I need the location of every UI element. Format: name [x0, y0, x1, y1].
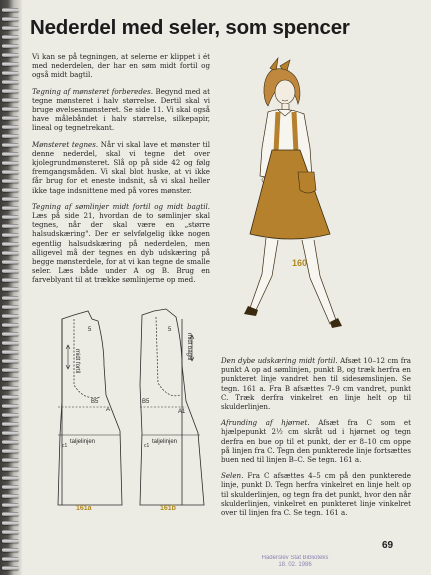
- spiral-coil: [2, 368, 19, 372]
- spiral-coil: [2, 215, 19, 219]
- spiral-coil: [2, 278, 19, 282]
- spiral-coil: [2, 170, 19, 174]
- spiral-coil: [2, 431, 19, 435]
- page-title: Nederdel med seler, som spencer: [30, 16, 350, 39]
- spiral-coil: [2, 566, 19, 570]
- spiral-coil: [2, 17, 19, 21]
- spiral-coil: [2, 521, 19, 525]
- mark-c1: c1: [144, 443, 150, 449]
- spiral-coil: [2, 260, 19, 264]
- paragraph-body: Begynd med at tegne mønsteret i halv størrelse. Dertil skal vi bruge øvelsesmønsteret. Se side 11. Vi skal også have målebåndet i halv størrelse, silkepapir, lineal og tegnetrekant.: [32, 86, 210, 133]
- pattern-piece-front: [58, 311, 122, 512]
- spiral-coil: [2, 395, 19, 399]
- spiral-coil: [2, 440, 19, 444]
- mark-a1: A1: [178, 409, 186, 415]
- stamp-line-1: Haderslev Stat Biblioteks: [261, 555, 329, 561]
- page-number: 69: [382, 540, 394, 551]
- paragraph-lead: Selen.: [221, 471, 244, 481]
- spiral-coil: [2, 467, 19, 471]
- spiral-coil: [2, 350, 19, 354]
- spiral-coil: [2, 530, 19, 534]
- spiral-coil: [2, 62, 19, 66]
- pattern-piece-back: [106, 309, 204, 512]
- spiral-coil: [2, 341, 19, 345]
- mark-b5: B5: [91, 399, 99, 405]
- waist-label-front: taljelinjen: [70, 439, 96, 445]
- text-column-left: [32, 52, 210, 292]
- spiral-coil: [2, 287, 19, 291]
- pattern-diagram: [44, 305, 219, 530]
- spiral-coil: [2, 98, 19, 102]
- paragraph-body: Afsæt 10–12 cm fra punkt A op ad sømlinjen, punkt B, og træk herfra en punkteret linje vandret hen til sidesømslinjen. Se tegn. 161 a. Fra B afsættes 7–9 cm vandret, punkt C. Træk derfra vinkelret en linje helt op til skulderlinjen.: [221, 356, 411, 412]
- mark-a: A: [106, 407, 111, 413]
- spiral-coil: [2, 224, 19, 228]
- spiral-coil: [2, 116, 19, 120]
- spiral-coil: [2, 458, 19, 462]
- spiral-coil: [2, 503, 19, 507]
- spiral-coil: [2, 557, 19, 561]
- paragraph-body: Når vi skal lave et mønster til denne nederdel, skal vi tegne det over kjolegrundmønsteret. Slå op på side 42 og følg fremgangsmåden. Vi skal blot huske, at vi ikke får brug for et eneste indsnit, så vi skal heller ikke tage indsnittene med på vores mønster.: [32, 139, 210, 195]
- spiral-coil: [2, 152, 19, 156]
- spiral-coil: [2, 494, 19, 498]
- paragraph-preparation: [32, 87, 210, 133]
- spiral-coil: [2, 314, 19, 318]
- spiral-coil: [2, 323, 19, 327]
- spiral-coil: [2, 44, 19, 48]
- paragraph-strap: [221, 471, 411, 517]
- spiral-coil: [2, 539, 19, 543]
- spiral-coil: [2, 386, 19, 390]
- spiral-coil: [2, 269, 19, 273]
- spiral-coil: [2, 35, 19, 39]
- mark-5: 5: [88, 327, 92, 333]
- paragraph-body: Afsæt fra C som et hjælpepunkt 2½ cm skråt ud i hjørnet og tegn derfra en bue op til et punkt, der er 8–10 cm oppe på linjen fra C. Tegn den punkterede linje fortsættes buen ned til linjen B–C. Se tegn. 161 a.: [221, 418, 411, 465]
- spiral-coil: [2, 413, 19, 417]
- spiral-coil: [2, 8, 19, 12]
- paragraph-lead: Mønsteret tegnes.: [32, 139, 99, 149]
- mid-front-label: midt fortil: [74, 349, 80, 374]
- paragraph-body: Fra C afsættes 4–5 cm på den punkterede linje, punkt D. Tegn herfra vinkelret en linje helt op til skulderlinjen, og tegn fra det punkt, hvor den når skulderlinjen, vinkelret en punkteret linje vinkelret over til linjen fra C. Se tegn. 161 a.: [221, 471, 411, 518]
- spiral-coil: [2, 548, 19, 552]
- figure-label-161a: 161a: [76, 505, 92, 512]
- figure-label-161b: 161b: [160, 505, 176, 512]
- paragraph-intro: Vi kan se på tegningen, at selerne er klippet i ét med nederdelen, der har en søm midt fortil og også midt bagtil.: [32, 52, 210, 80]
- spiral-coil: [2, 134, 19, 138]
- spiral-coil: [2, 305, 19, 309]
- spiral-coil: [2, 449, 19, 453]
- paragraph-rounding: [221, 418, 411, 464]
- mark-b5: B5: [142, 399, 150, 405]
- spiral-coil: [2, 359, 19, 363]
- spiral-coil: [2, 125, 19, 129]
- spiral-coil: [2, 107, 19, 111]
- paragraph-lead: Tegning af sømlinjer midt fortil og midt bagtil.: [32, 201, 210, 211]
- spiral-coil: [2, 404, 19, 408]
- spiral-coil: [2, 332, 19, 336]
- spiral-coil: [2, 71, 19, 75]
- spiral-coil: [2, 53, 19, 57]
- spiral-coil: [2, 485, 19, 489]
- spiral-coil: [2, 476, 19, 480]
- girl-illustration: [232, 48, 382, 360]
- spiral-coil: [2, 179, 19, 183]
- spiral-coil: [2, 251, 19, 255]
- spiral-coil: [2, 422, 19, 426]
- paragraph-body: Læs på side 21, hvordan de to sømlinjer skal tegnes, når der skal være en „større halsudskæring". Der er selvfølgelig ikke nogen egentlig halsudskæring på nederdelen, men alligevel må der tegnes en dyb udskæring på begge mønsterdele, for at vi kan tegne de smalle seler. Læs både under A og B. Brug en farveblyant til at trække sømlinjerne op med.: [32, 211, 210, 285]
- waist-label-back: taljelinjen: [152, 439, 178, 445]
- spiral-coil: [2, 512, 19, 516]
- paragraph-deep-neckline: [221, 356, 411, 411]
- spiral-coil: [2, 143, 19, 147]
- spiral-coil: [2, 296, 19, 300]
- figure-label-160: 160: [292, 258, 308, 268]
- paragraph-lead: Den dybe udskæring midt fortil.: [221, 356, 338, 365]
- spiral-coil: [2, 197, 19, 201]
- spiral-coil: [2, 377, 19, 381]
- spiral-coil: [2, 188, 19, 192]
- paragraph-lead: Afrunding af hjørnet.: [221, 418, 310, 428]
- text-column-right: [221, 356, 411, 524]
- spiral-coil: [2, 26, 19, 30]
- spiral-coil: [2, 89, 19, 93]
- library-stamp: [245, 555, 345, 569]
- spiral-binding: [0, 0, 22, 575]
- spiral-coil: [2, 161, 19, 165]
- paragraph-lead: Tegning af mønsteret forberedes.: [32, 86, 154, 96]
- spiral-coil: [2, 80, 19, 84]
- paragraph-seamlines: [32, 202, 210, 285]
- paragraph-pattern-drawn: [32, 140, 210, 195]
- spiral-coil: [2, 233, 19, 237]
- mid-back-label: midt bagtil: [186, 333, 192, 361]
- mark-c1: c1: [62, 443, 68, 449]
- spiral-coil: [2, 206, 19, 210]
- spiral-coil: [2, 242, 19, 246]
- mark-5: 5: [168, 327, 172, 333]
- stamp-line-2: 18. 02. 1986: [278, 562, 312, 568]
